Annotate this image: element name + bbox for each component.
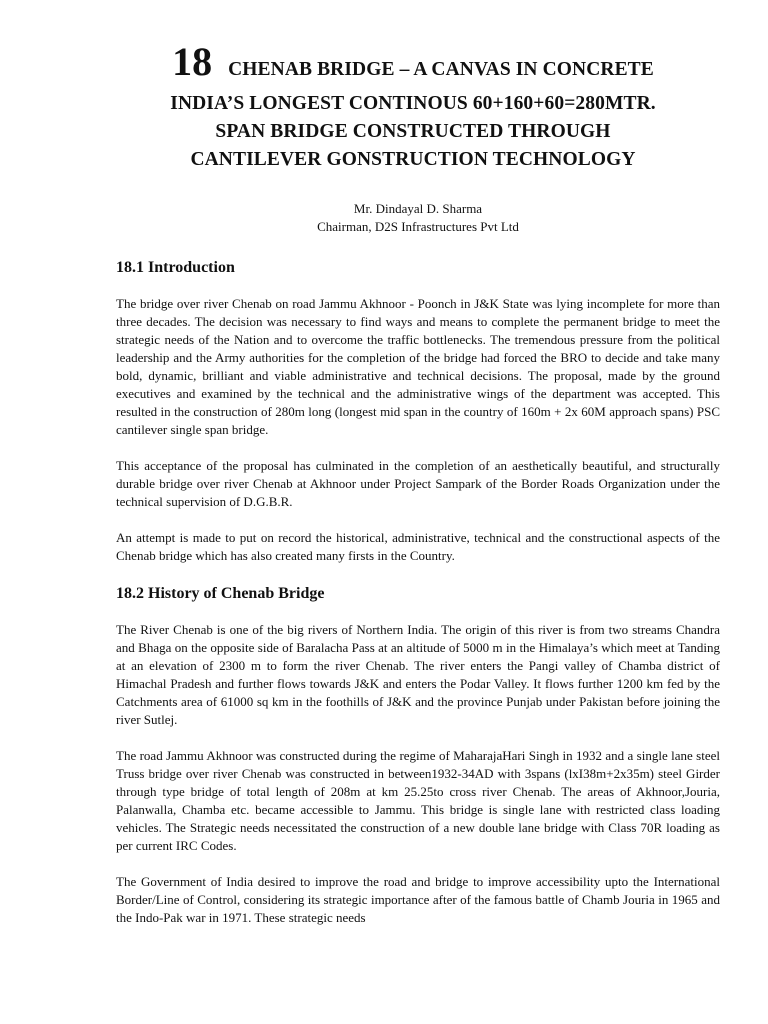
chapter-title-block <box>114 40 712 174</box>
author-affiliation: Chairman, D2S Infrastructures Pvt Ltd <box>317 219 519 234</box>
section-heading-history: 18.2 History of Chenab Bridge <box>116 585 325 602</box>
body-paragraph: The road Jammu Akhnoor was constructed during the regime of MaharajaHari Singh in 1932 and a single lane steel Truss bridge over river Chenab was constructed in between1932-34AD with 3spans (lxI38m+2x35m) steel Girder through type bridge of total length of 208m at km 25.25to cross river Chenab. The areas of Akhnoor,Jouria, Palanwalla, Chamba etc. became accessible to Jammu. This bridge is single lane with restricted class loading vehicles. The Strategic needs necessitated the construction of a new double lane bridge with Class 70R loading as per current IRC Codes. <box>116 748 720 853</box>
author-byline <box>116 200 720 236</box>
body-paragraph: An attempt is made to put on record the historical, administrative, technical and the constructional aspects of the Chenab bridge which has also created many firsts in the Country. <box>116 530 720 563</box>
body-paragraph: The bridge over river Chenab on road Jammu Akhnoor - Poonch in J&K State was lying incomplete for more than three decades. The decision was necessary to find ways and means to complete the permanent bridge to meet the strategic needs of the Nation and to overcome the traffic bottlenecks. The tremendous pressure from the political leadership and the Army authorities for the completion of the bridge had forced the BRO to decide and take many bold, dynamic, brilliant and viable administrative and technical decisions. The proposal, made by the ground executives and examined by the technical and the administrative wings of the department was accepted. This resulted in the construction of 280m long (longest mid span in the country of 160m + 2x 60M approach spans) PSC cantilever single span bridge. <box>116 296 720 437</box>
chapter-title-line-1: CHENAB BRIDGE – A CANVAS IN CONCRETE <box>228 59 654 80</box>
body-paragraph: The Government of India desired to improve the road and bridge to improve accessibility upto the International Border/Line of Control, considering its strategic importance after of the famous battle of Chamb Jouria in 1965 and the Indo-Pak war in 1971. These strategic needs <box>116 874 720 925</box>
author-name: Mr. Dindayal D. Sharma <box>353 201 483 216</box>
body-paragraph: This acceptance of the proposal has culminated in the completion of an aesthetically beautiful, and structurally durable bridge over river Chenab at Akhnoor under Project Sampark of the Border Roads Organization under the technical supervision of D.G.B.R. <box>116 458 720 509</box>
chapter-title-line-4: CANTILEVER GONSTRUCTION TECHNOLOGY <box>190 149 636 170</box>
body-paragraph: The River Chenab is one of the big rivers of Northern India. The origin of this river is from two streams Chandra and Bhaga on the opposite side of Baralacha Pass at an altitude of 5000 m in the Himalaya’s which meet at Tanding at an elevation of 2300 m to form the river Chenab. The river enters the Pangi valley of Chamba district of Himachal Pradesh and further flows towards J&K and enters the Podar Valley. It flows further 1200 km fed by the Catchments area of 61000 sq km in the foothills of J&K and the province Punjab under Pakistan before joining the river Sutlej. <box>116 622 720 727</box>
chapter-title-line-3: SPAN BRIDGE CONSTRUCTED THROUGH <box>215 121 611 142</box>
chapter-number: 18 <box>172 39 213 84</box>
chapter-title-line-2: INDIA’S LONGEST CONTINOUS 60+160+60=280MTR. <box>170 93 656 114</box>
section-heading-introduction: 18.1 Introduction <box>116 259 235 276</box>
chapter-heading <box>114 40 712 90</box>
